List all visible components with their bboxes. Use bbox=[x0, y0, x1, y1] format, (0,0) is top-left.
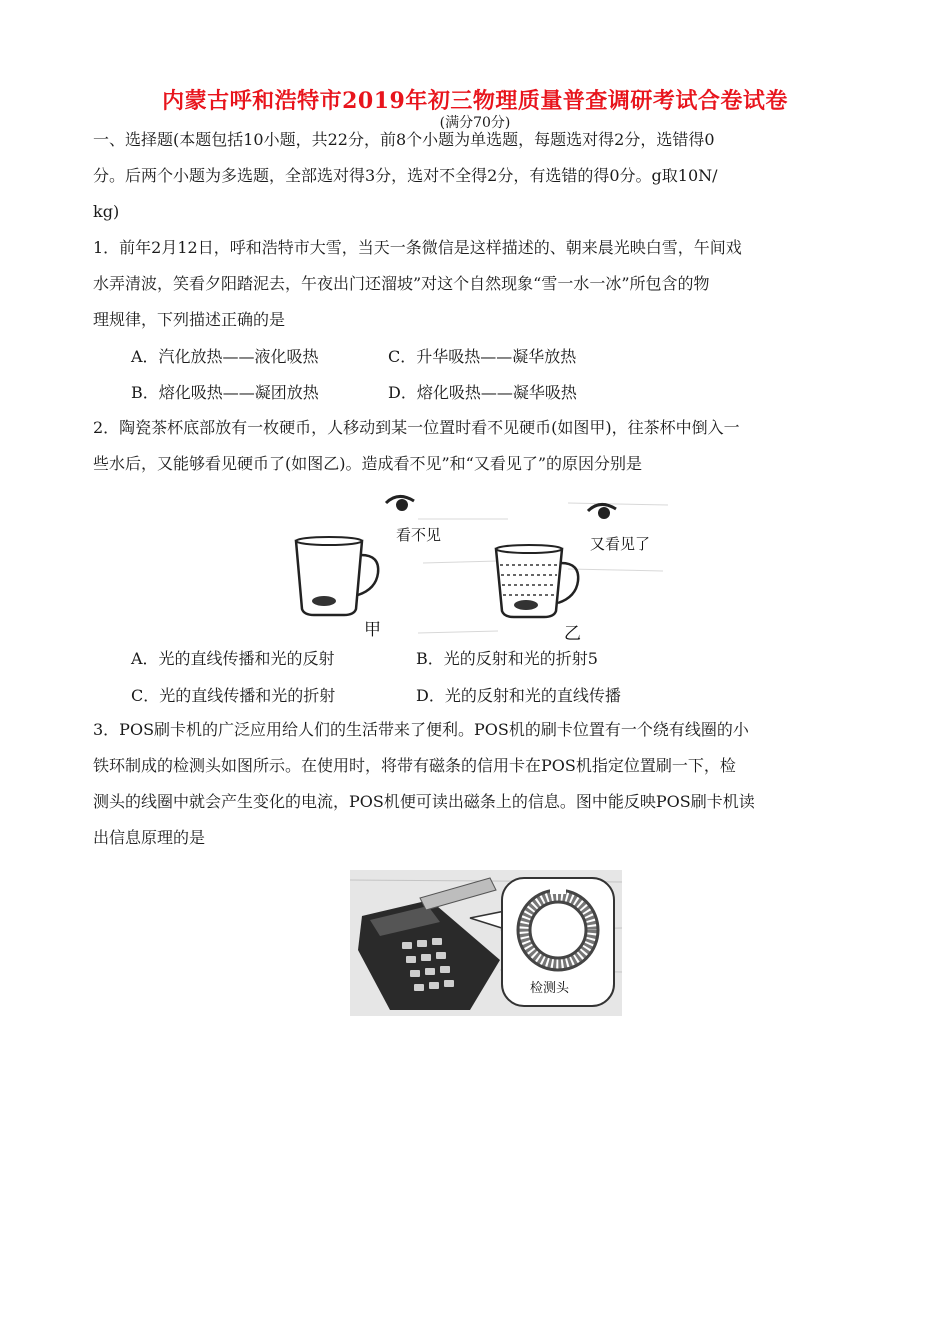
exam-title: 内蒙古呼和浩特市2019年初三物理质量普查调研考试合卷试卷 bbox=[162, 88, 788, 114]
text-line: 出信息原理的是 bbox=[93, 828, 206, 847]
coin-icon bbox=[312, 596, 336, 606]
text-line: 2．陶瓷茶杯底部放有一枚硬币，人移动到某一位置时看不见硬币(如图甲)，往茶杯中倒入一 bbox=[93, 418, 740, 437]
q1-option-c: C．升华吸热——凝华放热 bbox=[388, 347, 577, 366]
figure-caption-left: 甲 bbox=[364, 620, 381, 640]
q1-option-d: D．熔化吸热——凝华吸热 bbox=[388, 383, 577, 402]
figure-label-right: 又看见了 bbox=[590, 535, 651, 553]
detection-head-label: 检测头 bbox=[530, 981, 570, 996]
text-line: kg) bbox=[93, 202, 120, 221]
text-line: 3．POS刷卡机的广泛应用给人们的生活带来了便利。POS机的刷卡位置有一个绕有线圈的小 bbox=[93, 720, 749, 739]
q2-option-a: A．光的直线传播和光的反射 bbox=[131, 649, 335, 668]
figure-caption-right: 乙 bbox=[564, 624, 581, 643]
question-2-stem bbox=[93, 410, 883, 482]
text-line: 理规律，下列描述正确的是 bbox=[93, 310, 286, 329]
figure-label-left: 看不见 bbox=[396, 526, 442, 544]
question-1-stem bbox=[93, 230, 883, 338]
cup-coin-figure bbox=[268, 483, 688, 643]
question-3-stem bbox=[93, 712, 883, 856]
text-line: 些水后，又能够看见硬币了(如图乙)。造成看不见”和“又看见了”的原因分别是 bbox=[93, 454, 643, 473]
text-line: 水弄清波，笑看夕阳踏泥去，午夜出门还溜坡”对这个自然现象“雪一水一冰”所包含的物 bbox=[93, 274, 710, 293]
q2-option-b: B．光的反射和光的折射5 bbox=[416, 649, 598, 668]
text-line: 测头的线圈中就会产生变化的电流，POS机便可读出磁条上的信息。图中能反映POS刷卡机读 bbox=[93, 792, 755, 811]
text-line: 1．前年2月12日，呼和浩特市大雪，当天一条微信是这样描述的、朝来晨光映白雪，午间戏 bbox=[93, 238, 742, 257]
q1-option-a: A．汽化放热——液化吸热 bbox=[131, 347, 319, 366]
q1-option-b: B．熔化吸热——凝团放热 bbox=[131, 383, 319, 402]
text-line: 一、选择题(本题包括10小题，共22分，前8个小题为单选题，每题选对得2分，选错得0 bbox=[93, 130, 715, 149]
q2-option-c: C．光的直线传播和光的折射 bbox=[131, 686, 336, 705]
exam-subtitle: (满分70分) bbox=[439, 115, 511, 131]
pos-machine-figure bbox=[350, 870, 622, 1016]
section-instructions bbox=[93, 122, 883, 230]
text-line: 分。后两个小题为多选题，全部选对得3分，选对不全得2分，有选错的得0分。g取10N/ bbox=[93, 166, 718, 185]
coin-icon bbox=[514, 600, 538, 610]
q2-option-d: D．光的反射和光的直线传播 bbox=[416, 686, 621, 705]
text-line: 铁环制成的检测头如图所示。在使用时，将带有磁条的信用卡在POS机指定位置刷一下，检 bbox=[93, 756, 736, 775]
